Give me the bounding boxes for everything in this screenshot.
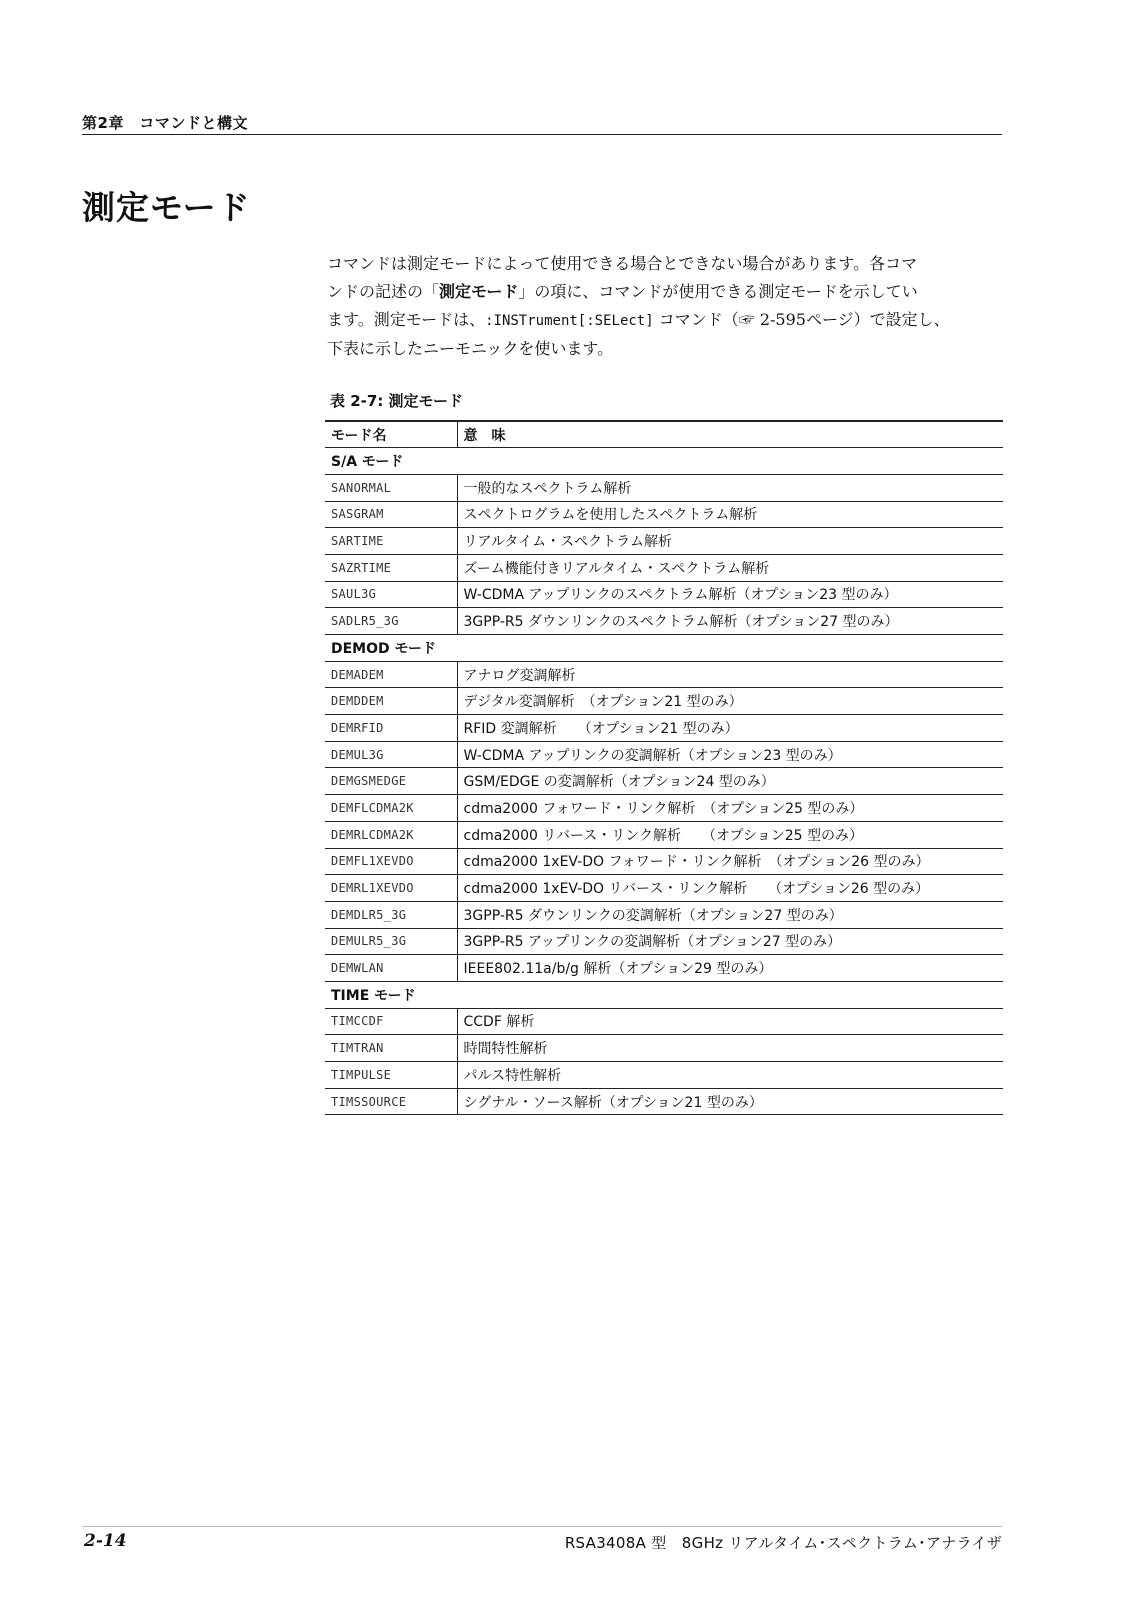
table-row [325, 715, 1003, 742]
mode-mnemonic: DEMFLCDMA2K [325, 795, 457, 822]
table-row [325, 875, 1003, 902]
table-row [325, 581, 1003, 608]
mode-meaning: cdma2000 リバース・リンク解析 （オプション25 型のみ） [457, 821, 1003, 848]
table-row [325, 1035, 1003, 1062]
table-row [325, 955, 1003, 982]
mode-mnemonic: DEMUL3G [325, 741, 457, 768]
mode-meaning: アナログ変調解析 [457, 661, 1003, 688]
mode-mnemonic: DEMDDEM [325, 688, 457, 715]
table-row [325, 1088, 1003, 1115]
mode-meaning: 時間特性解析 [457, 1035, 1003, 1062]
table-row [325, 501, 1003, 528]
section-row [325, 635, 1003, 662]
mode-meaning: RFID 変調解析 （オプション21 型のみ） [457, 715, 1003, 742]
table-row [325, 528, 1003, 555]
mode-mnemonic: TIMPULSE [325, 1062, 457, 1089]
mode-meaning: W-CDMA アップリンクの変調解析（オプション23 型のみ） [457, 741, 1003, 768]
mode-mnemonic: SARTIME [325, 528, 457, 555]
table-row [325, 661, 1003, 688]
mode-mnemonic: DEMDLR5_3G [325, 901, 457, 928]
mode-meaning: シグナル・ソース解析（オプション21 型のみ） [457, 1088, 1003, 1115]
table-row [325, 928, 1003, 955]
mode-meaning: cdma2000 1xEV-DO フォワード・リンク解析 （オプション26 型のみ） [457, 848, 1003, 875]
mode-mnemonic: SAZRTIME [325, 554, 457, 581]
column-header-mode-name: モード名 [325, 421, 457, 448]
table-row [325, 1062, 1003, 1089]
page-title: 測定モード [82, 188, 251, 227]
intro-line-2-bold: 測定モード [439, 282, 519, 301]
mode-meaning: スペクトログラムを使用したスペクトラム解析 [457, 501, 1003, 528]
section-row [325, 448, 1003, 475]
mode-mnemonic: DEMULR5_3G [325, 928, 457, 955]
mode-mnemonic: TIMCCDF [325, 1008, 457, 1035]
intro-line-1: コマンドは測定モードによって使用できる場合とできない場合があります。各コマ [327, 254, 918, 273]
table-row [325, 901, 1003, 928]
table-row [325, 848, 1003, 875]
mode-meaning: ズーム機能付きリアルタイム・スペクトラム解析 [457, 554, 1003, 581]
table-row [325, 474, 1003, 501]
mode-mnemonic: DEMADEM [325, 661, 457, 688]
table-row [325, 688, 1003, 715]
mode-meaning: cdma2000 フォワード・リンク解析 （オプション25 型のみ） [457, 795, 1003, 822]
table-row [325, 821, 1003, 848]
table-caption: 表 2-7: 測定モード [330, 392, 463, 410]
column-header-meaning: 意 味 [457, 421, 1003, 448]
intro-line-2-post: 」の項に、コマンドが使用できる測定モードを示してい [518, 282, 918, 301]
mode-mnemonic: DEMGSMEDGE [325, 768, 457, 795]
instrument-command: :INSTrument[:SELect] [485, 313, 654, 329]
table-row [325, 741, 1003, 768]
table-row [325, 795, 1003, 822]
mode-mnemonic: SADLR5_3G [325, 608, 457, 635]
mode-meaning: 一般的なスペクトラム解析 [457, 474, 1003, 501]
product-name: RSA3408A 型 8GHz リアルタイム･スペクトラム･アナライザ [564, 1534, 1002, 1552]
mode-mnemonic: DEMFL1XEVDO [325, 848, 457, 875]
table-row [325, 768, 1003, 795]
intro-paragraph [327, 250, 1007, 363]
mode-mnemonic: SASGRAM [325, 501, 457, 528]
mode-meaning: GSM/EDGE の変調解析（オプション24 型のみ） [457, 768, 1003, 795]
mode-mnemonic: SANORMAL [325, 474, 457, 501]
mode-meaning: パルス特性解析 [457, 1062, 1003, 1089]
mode-meaning: IEEE802.11a/b/g 解析（オプション29 型のみ） [457, 955, 1003, 982]
mode-meaning: 3GPP-R5 ダウンリンクの変調解析（オプション27 型のみ） [457, 901, 1003, 928]
mode-mnemonic: DEMRL1XEVDO [325, 875, 457, 902]
section-row [325, 981, 1003, 1008]
mode-meaning: デジタル変調解析 （オプション21 型のみ） [457, 688, 1003, 715]
mode-meaning: CCDF 解析 [457, 1008, 1003, 1035]
table-row [325, 1008, 1003, 1035]
mode-mnemonic: SAUL3G [325, 581, 457, 608]
section-title: DEMOD モード [325, 635, 1003, 662]
mode-mnemonic: DEMRFID [325, 715, 457, 742]
table-row [325, 608, 1003, 635]
intro-line-3-post: コマンド（☞ 2-595ページ）で設定し、 [653, 310, 950, 329]
page-number: 2-14 [84, 1531, 127, 1551]
mode-mnemonic: TIMTRAN [325, 1035, 457, 1062]
footer-divider [82, 1526, 1002, 1527]
mode-meaning: cdma2000 1xEV-DO リバース・リンク解析 （オプション26 型のみ） [457, 875, 1003, 902]
table-header-row [325, 421, 1003, 448]
table-row [325, 554, 1003, 581]
mode-meaning: リアルタイム・スペクトラム解析 [457, 528, 1003, 555]
mode-mnemonic: TIMSSOURCE [325, 1088, 457, 1115]
mode-meaning: W-CDMA アップリンクのスペクトラム解析（オプション23 型のみ） [457, 581, 1003, 608]
mode-meaning: 3GPP-R5 ダウンリンクのスペクトラム解析（オプション27 型のみ） [457, 608, 1003, 635]
mode-mnemonic: DEMWLAN [325, 955, 457, 982]
intro-line-3-pre: ます。測定モードは、 [327, 310, 486, 329]
chapter-header: 第2章 コマンドと構文 [82, 112, 1002, 135]
mode-mnemonic: DEMRLCDMA2K [325, 821, 457, 848]
intro-line-4: 下表に示したニーモニックを使います。 [327, 339, 614, 358]
section-title: S/A モード [325, 448, 1003, 475]
intro-line-2-pre: ンドの記述の「 [327, 282, 440, 301]
mode-meaning: 3GPP-R5 アップリンクの変調解析（オプション27 型のみ） [457, 928, 1003, 955]
measurement-mode-table [325, 420, 1003, 1115]
section-title: TIME モード [325, 981, 1003, 1008]
